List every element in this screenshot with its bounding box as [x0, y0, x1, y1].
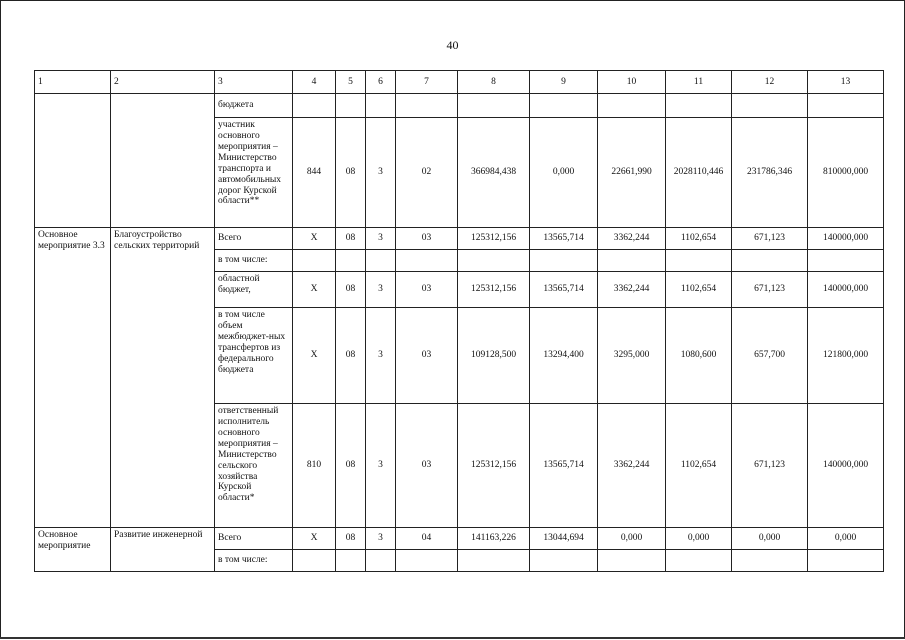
cell-value: [666, 550, 732, 572]
cell-pr: 3: [366, 404, 396, 528]
cell-value: 0,000: [598, 528, 666, 550]
name-cell: Благоустройство сельских территорий: [111, 228, 215, 528]
source-cell: областной бюджет,: [215, 272, 293, 308]
cell-grbs: 844: [293, 118, 336, 228]
cell-pr: [366, 550, 396, 572]
table-row: [35, 94, 884, 118]
cell-grbs: Х: [293, 272, 336, 308]
cell-rz: 08: [336, 272, 366, 308]
cell-value: 13565,714: [530, 272, 598, 308]
cell-value: 109128,500: [458, 308, 530, 404]
cell-value: [732, 94, 808, 118]
cell-value: 3362,244: [598, 404, 666, 528]
cell-value: 810000,000: [808, 118, 884, 228]
cell-value: 0,000: [666, 528, 732, 550]
cell-cs: 03: [396, 308, 458, 404]
name-cell: [111, 94, 215, 228]
cell-value: 13044,694: [530, 528, 598, 550]
cell-grbs: [293, 550, 336, 572]
cell-value: 13294,400: [530, 308, 598, 404]
cell-grbs: 810: [293, 404, 336, 528]
cell-value: 671,123: [732, 404, 808, 528]
cell-value: [732, 250, 808, 272]
cell-cs: 03: [396, 228, 458, 250]
col-header: 5: [336, 71, 366, 94]
cell-value: [598, 250, 666, 272]
cell-value: 2028110,446: [666, 118, 732, 228]
cell-pr: 3: [366, 308, 396, 404]
cell-value: 13565,714: [530, 228, 598, 250]
cell-grbs: Х: [293, 228, 336, 250]
table-row: [35, 528, 884, 550]
cell-value: [458, 94, 530, 118]
cell-cs: 03: [396, 272, 458, 308]
source-cell: Всего: [215, 228, 293, 250]
cell-rz: [336, 94, 366, 118]
col-header: 9: [530, 71, 598, 94]
cell-rz: 08: [336, 228, 366, 250]
budget-table: [34, 70, 884, 572]
cell-pr: 3: [366, 528, 396, 550]
cell-value: 231786,346: [732, 118, 808, 228]
cell-value: 141163,226: [458, 528, 530, 550]
event-cell: Основное мероприятие: [35, 528, 111, 572]
cell-value: [808, 250, 884, 272]
source-cell: в том числе:: [215, 550, 293, 572]
cell-cs: 03: [396, 404, 458, 528]
cell-value: [530, 250, 598, 272]
col-header: 11: [666, 71, 732, 94]
source-cell: участник основного мероприятия – Министерство транспорта и автомобильных дорог Курской области**: [215, 118, 293, 228]
cell-value: 3362,244: [598, 272, 666, 308]
cell-value: 121800,000: [808, 308, 884, 404]
cell-rz: [336, 250, 366, 272]
cell-value: 1102,654: [666, 404, 732, 528]
cell-rz: 08: [336, 308, 366, 404]
cell-cs: [396, 94, 458, 118]
cell-value: 671,123: [732, 272, 808, 308]
source-cell: в том числе объем межбюджет-ных трансфертов из федерального бюджета: [215, 308, 293, 404]
cell-value: 125312,156: [458, 272, 530, 308]
cell-value: 0,000: [732, 528, 808, 550]
cell-pr: [366, 94, 396, 118]
col-header: 4: [293, 71, 336, 94]
cell-rz: 08: [336, 528, 366, 550]
source-cell: Всего: [215, 528, 293, 550]
cell-value: 3362,244: [598, 228, 666, 250]
col-header: 8: [458, 71, 530, 94]
bottom-rule: [0, 637, 905, 639]
cell-value: [458, 550, 530, 572]
table-row: [35, 228, 884, 250]
cell-value: 0,000: [808, 528, 884, 550]
cell-pr: [366, 250, 396, 272]
cell-value: [530, 94, 598, 118]
cell-grbs: [293, 250, 336, 272]
cell-value: [458, 250, 530, 272]
col-header: 6: [366, 71, 396, 94]
event-cell: [35, 94, 111, 228]
cell-value: 13565,714: [530, 404, 598, 528]
cell-value: 140000,000: [808, 404, 884, 528]
cell-cs: [396, 550, 458, 572]
name-cell: Развитие инженерной: [111, 528, 215, 572]
source-cell: в том числе:: [215, 250, 293, 272]
source-cell: ответственный исполнитель основного мероприятия – Министерство сельского хозяйства Курской области*: [215, 404, 293, 528]
cell-rz: 08: [336, 404, 366, 528]
cell-value: [666, 94, 732, 118]
cell-value: 140000,000: [808, 272, 884, 308]
cell-pr: 3: [366, 228, 396, 250]
cell-value: [598, 550, 666, 572]
cell-rz: [336, 550, 366, 572]
cell-cs: [396, 250, 458, 272]
cell-grbs: Х: [293, 528, 336, 550]
cell-value: 1102,654: [666, 228, 732, 250]
cell-value: 1102,654: [666, 272, 732, 308]
cell-value: [666, 250, 732, 272]
col-header: 3: [215, 71, 293, 94]
cell-value: 1080,600: [666, 308, 732, 404]
page-number: 40: [446, 38, 459, 52]
col-header: 1: [35, 71, 111, 94]
cell-cs: 04: [396, 528, 458, 550]
cell-value: [808, 94, 884, 118]
cell-pr: 3: [366, 272, 396, 308]
event-cell: Основное мероприятие 3.3: [35, 228, 111, 528]
cell-grbs: Х: [293, 308, 336, 404]
cell-value: [530, 550, 598, 572]
cell-value: 125312,156: [458, 404, 530, 528]
col-header: 12: [732, 71, 808, 94]
cell-rz: 08: [336, 118, 366, 228]
col-header: 10: [598, 71, 666, 94]
cell-cs: 02: [396, 118, 458, 228]
col-header: 13: [808, 71, 884, 94]
cell-value: 3295,000: [598, 308, 666, 404]
cell-pr: 3: [366, 118, 396, 228]
cell-value: 0,000: [530, 118, 598, 228]
cell-value: [598, 94, 666, 118]
col-header: 2: [111, 71, 215, 94]
col-header: 7: [396, 71, 458, 94]
cell-value: 657,700: [732, 308, 808, 404]
column-number-row: [35, 71, 884, 94]
source-cell: бюджета: [215, 94, 293, 118]
cell-value: [808, 550, 884, 572]
cell-value: 125312,156: [458, 228, 530, 250]
cell-value: 22661,990: [598, 118, 666, 228]
cell-value: 140000,000: [808, 228, 884, 250]
cell-value: [732, 550, 808, 572]
cell-grbs: [293, 94, 336, 118]
cell-value: 366984,438: [458, 118, 530, 228]
cell-value: 671,123: [732, 228, 808, 250]
